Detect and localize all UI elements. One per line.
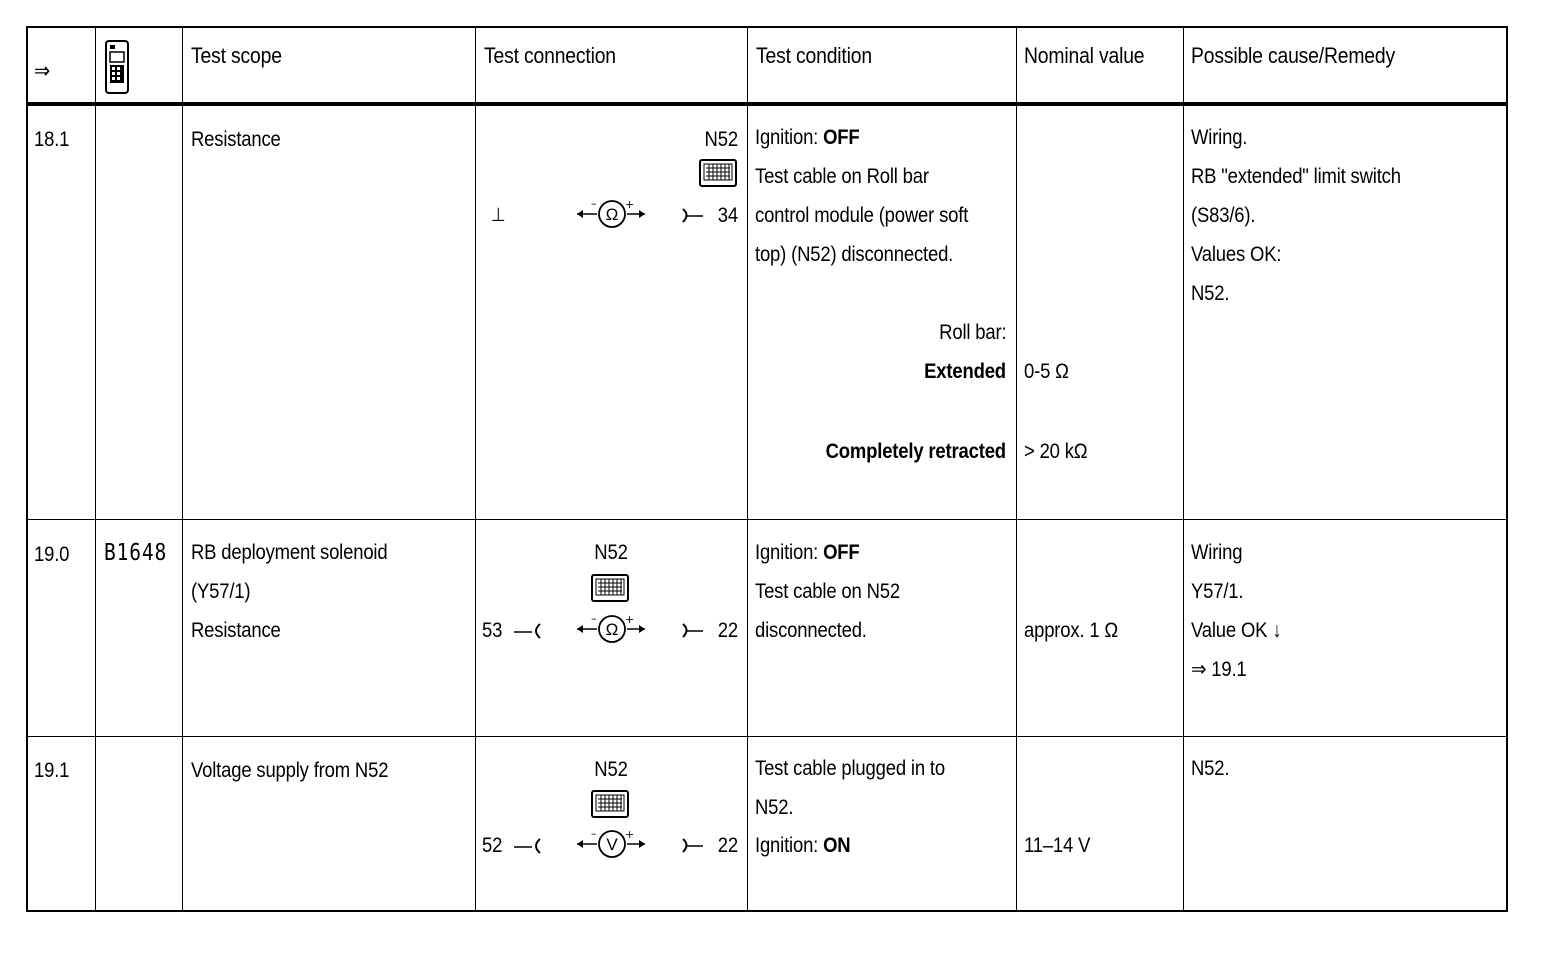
pin-connector-icon (681, 836, 711, 856)
remedy-line: Value OK ↓ (1191, 619, 1282, 642)
condition-roll-bar: Roll bar: (938, 321, 1006, 344)
svg-text:+: + (625, 613, 635, 626)
connector-module-icon (699, 159, 737, 187)
pin-number: 22 (717, 619, 738, 642)
svg-text:–: – (591, 612, 597, 625)
row-divider (28, 736, 1506, 737)
meter-symbol: Ω (605, 205, 619, 224)
remedy-line: N52. (1191, 282, 1230, 305)
remedy-line: RB "extended" limit switch (1191, 165, 1401, 188)
step-number: 18.1 (34, 128, 70, 151)
connector-module-icon (591, 790, 629, 818)
meter-symbol: V (606, 835, 618, 854)
svg-text:+: + (625, 198, 635, 211)
connector-module-icon (591, 574, 629, 602)
condition-extended: Extended (924, 360, 1006, 383)
remedy-line: ⇒ 19.1 (1191, 658, 1247, 681)
remedy-line: (S83/6). (1191, 204, 1256, 227)
condition-line: Test cable on Roll bar (755, 165, 929, 188)
condition-retracted: Completely retracted (825, 440, 1006, 463)
diagnostic-tester-icon (104, 40, 130, 94)
header-arrow: ⇒ (34, 58, 51, 83)
condition-line: top) (N52) disconnected. (755, 243, 954, 266)
pin-socket-icon (512, 837, 544, 857)
col-divider (95, 28, 96, 910)
ohmmeter-icon (575, 199, 647, 231)
condition-line: control module (power soft (755, 204, 969, 227)
meter-symbol: Ω (605, 620, 619, 639)
nominal-value: 0-5 Ω (1024, 360, 1069, 383)
col-divider (475, 28, 476, 910)
test-scope-line: Voltage supply from N52 (191, 759, 389, 782)
nominal-value: 11–14 V (1024, 834, 1091, 857)
pin-number: 53 (482, 619, 503, 642)
condition-line: disconnected. (755, 619, 867, 642)
step-number: 19.1 (34, 759, 70, 782)
nominal-value: > 20 kΩ (1024, 440, 1088, 463)
condition-line: N52. (755, 796, 794, 819)
test-scope-line: (Y57/1) (191, 580, 251, 603)
pin-connector-icon (681, 206, 711, 226)
remedy-line: Wiring (1191, 541, 1243, 564)
module-label: N52 (594, 541, 628, 564)
pin-number: 34 (717, 204, 738, 227)
remedy-line: Wiring. (1191, 126, 1248, 149)
svg-text:–: – (591, 827, 597, 840)
remedy-line: N52. (1191, 757, 1230, 780)
module-label: N52 (704, 128, 738, 151)
svg-text:+: + (625, 828, 635, 841)
condition-line: Ignition: OFF (755, 126, 860, 149)
col-divider (182, 28, 183, 910)
pin-number: 52 (482, 834, 503, 857)
header-test-connection: Test connection (484, 43, 616, 68)
ground-symbol: ⊥ (491, 205, 506, 226)
module-label: N52 (594, 758, 628, 781)
header-nominal-value: Nominal value (1024, 43, 1145, 68)
test-scope-line: Resistance (191, 128, 281, 151)
header-test-condition: Test condition (756, 43, 872, 68)
header-test-scope: Test scope (191, 43, 282, 68)
pin-socket-icon (512, 622, 544, 642)
ohmmeter-icon (575, 614, 647, 646)
step-number: 19.0 (34, 543, 70, 566)
remedy-line: Y57/1. (1191, 580, 1244, 603)
remedy-line: Values OK: (1191, 243, 1282, 266)
condition-line: Test cable plugged in to (755, 757, 945, 780)
col-divider (1183, 28, 1184, 910)
header-possible-cause: Possible cause/Remedy (1191, 43, 1395, 68)
col-divider (747, 28, 748, 910)
voltmeter-icon (575, 829, 647, 861)
condition-line: Test cable on N52 (755, 580, 900, 603)
nominal-value: approx. 1 Ω (1024, 619, 1119, 642)
header-divider (28, 102, 1506, 106)
condition-line: Ignition: ON (755, 834, 851, 857)
condition-line: Ignition: OFF (755, 541, 860, 564)
svg-text:–: – (591, 197, 597, 210)
row-divider (28, 519, 1506, 520)
fault-code: B1648 (104, 540, 168, 566)
test-scope-line: RB deployment solenoid (191, 541, 388, 564)
pin-connector-icon (681, 621, 711, 641)
pin-number: 22 (717, 834, 738, 857)
col-divider (1016, 28, 1017, 910)
test-scope-line: Resistance (191, 619, 281, 642)
